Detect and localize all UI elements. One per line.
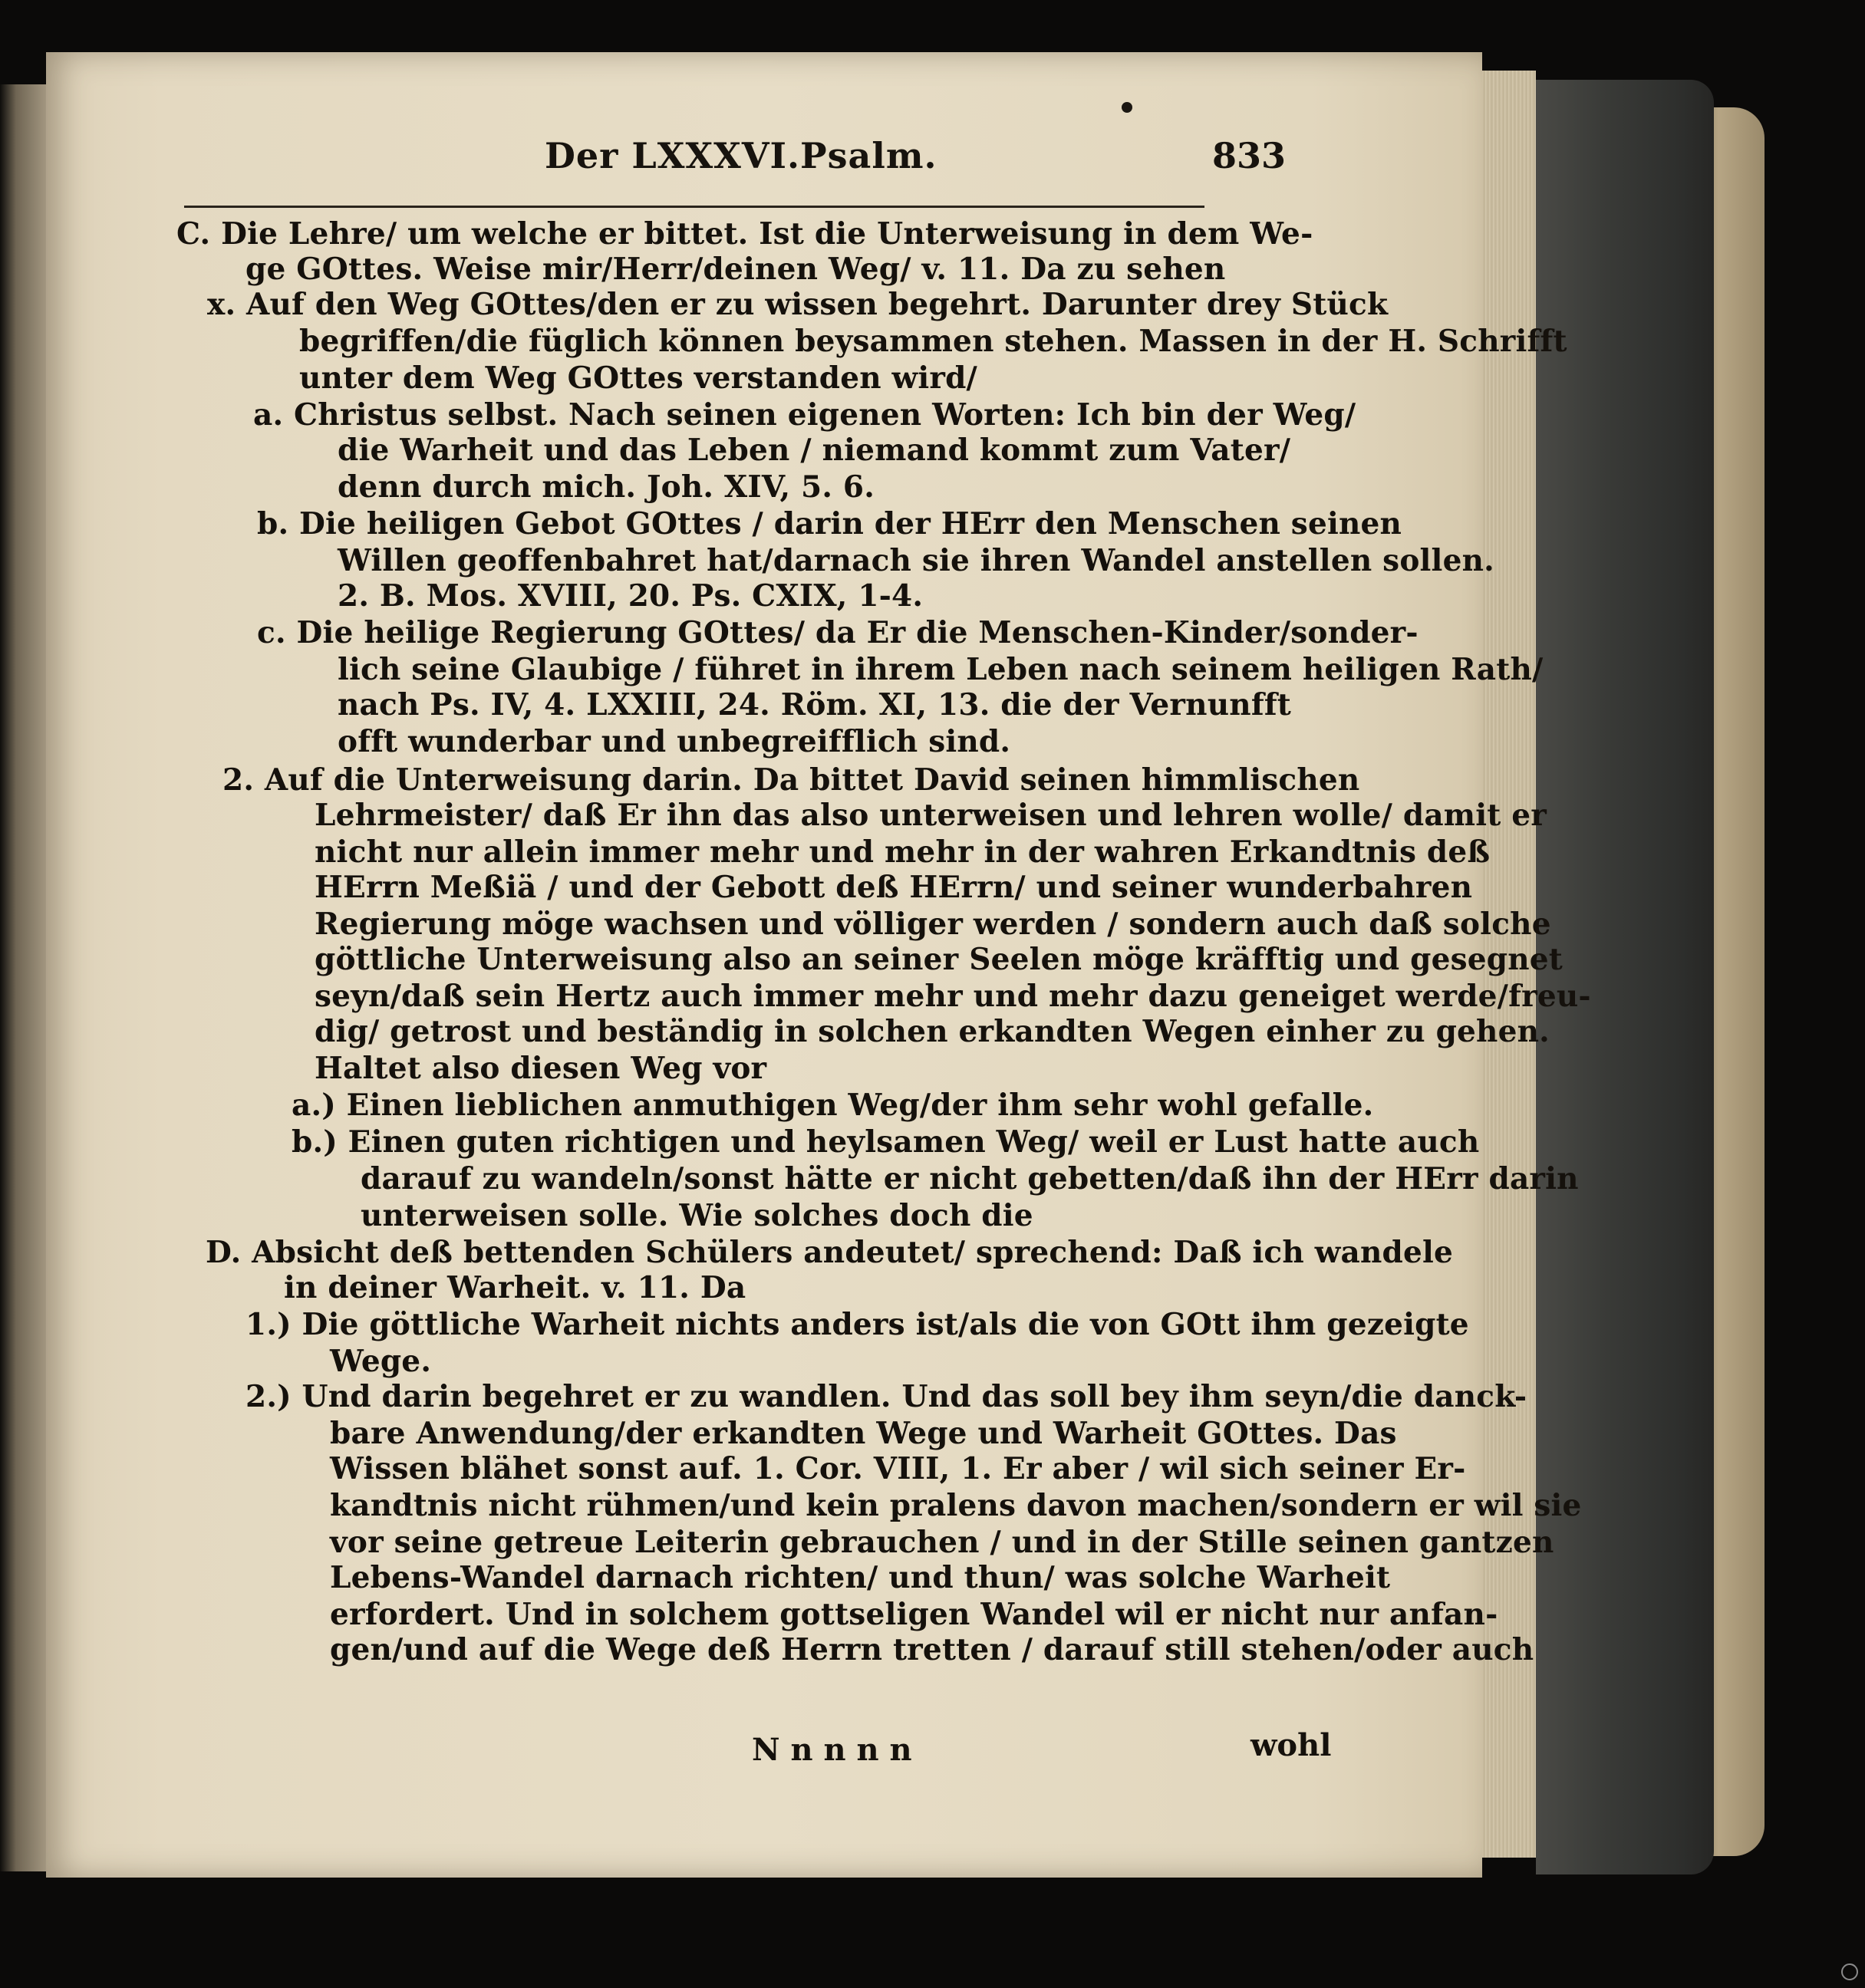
text-line: nicht nur allein immer mehr und mehr in der wahren Erkandtnis deß — [315, 834, 1491, 870]
text-line: unter dem Weg GOttes verstanden wird/ — [299, 360, 978, 396]
text-line: Regierung möge wachsen und völliger werden / sondern auch daß solche — [315, 907, 1551, 942]
text-line: vor seine getreue Leiterin gebrauchen / und in der Stille seinen gantzen — [330, 1525, 1554, 1560]
signature-mark: N n n n n — [752, 1732, 912, 1768]
text-line: Haltet also diesen Weg vor — [315, 1051, 767, 1086]
text-line: b. Die heiligen Gebot GOttes / darin der HErr den Menschen seinen — [257, 506, 1402, 541]
text-line: göttliche Unterweisung also an seiner Seelen möge kräfftig und gesegnet — [315, 942, 1564, 977]
ink-dot — [1122, 102, 1132, 113]
text-line: denn durch mich. Joh. XIV, 5. 6. — [338, 469, 875, 505]
text-line: begriffen/die füglich können beysammen stehen. Massen in der H. Schrifft — [299, 324, 1567, 359]
text-line: kandtnis nicht rühmen/und kein pralens davon machen/sondern er wil sie — [330, 1488, 1582, 1523]
text-line: seyn/daß sein Hertz auch immer mehr und mehr dazu geneiget werde/freu- — [315, 979, 1591, 1014]
text-line: erfordert. Und in solchem gottseligen Wandel wil er nicht nur anfan- — [330, 1597, 1498, 1632]
text-line: offt wunderbar und unbegreifflich sind. — [338, 724, 1011, 759]
page-number: 833 — [1212, 135, 1287, 176]
text-line: 2.) Und darin begehret er zu wandlen. Und das soll bey ihm seyn/die danck- — [245, 1379, 1527, 1414]
text-line: HErrn Meßiä / und der Gebott deß HErrn/ und seiner wunderbahren — [315, 870, 1473, 905]
text-line: c. Die heilige Regierung GOttes/ da Er die Menschen-Kinder/sonder- — [257, 615, 1419, 650]
text-line: Wissen blähet sonst auf. 1. Cor. VIII, 1. Er aber / wil sich seiner Er- — [330, 1451, 1466, 1486]
text-line: C. Die Lehre/ um welche er bittet. Ist die Unterweisung in dem We- — [176, 216, 1313, 252]
text-line: nach Ps. IV, 4. LXXIII, 24. Röm. XI, 13. die der Vernunfft — [338, 687, 1292, 722]
text-line: Lehrmeister/ daß Er ihn das also unterweisen und lehren wolle/ damit er — [315, 798, 1547, 833]
text-line: 2. Auf die Unterweisung darin. Da bittet David seinen himmlischen — [222, 762, 1360, 798]
text-line: a. Christus selbst. Nach seinen eigenen Worten: Ich bin der Weg/ — [253, 397, 1356, 433]
text-line: 1.) Die göttliche Warheit nichts anders ist/als die von GOtt ihm gezeigte — [245, 1307, 1469, 1342]
text-line: x. Auf den Weg GOttes/den er zu wissen begehrt. Darunter drey Stück — [207, 287, 1389, 322]
catchword: wohl — [1250, 1727, 1332, 1763]
text-line: Willen geoffenbahret hat/darnach sie ihren Wandel anstellen sollen. — [338, 543, 1494, 578]
text-line: Wege. — [330, 1344, 432, 1379]
text-line: in deiner Warheit. v. 11. Da — [284, 1270, 746, 1305]
calibration-target — [1841, 1963, 1858, 1980]
text-line: lich seine Glaubige / führet in ihrem Leben nach seinem heiligen Rath/ — [338, 652, 1544, 687]
header-rule — [184, 206, 1204, 208]
text-line: 2. B. Mos. XVIII, 20. Ps. CXIX, 1-4. — [338, 578, 924, 614]
running-head: Der LXXXVI.Psalm. — [545, 135, 937, 176]
text-line: bare Anwendung/der erkandten Wege und Warheit GOttes. Das — [330, 1416, 1397, 1451]
text-line: dig/ getrost und beständig in solchen erkandten Wegen einher zu gehen. — [315, 1014, 1550, 1049]
text-line: gen/und auf die Wege deß Herrn tretten / darauf still stehen/oder auch — [330, 1632, 1534, 1667]
page-header — [184, 135, 1289, 196]
text-line: ge GOttes. Weise mir/Herr/deinen Weg/ v. 11. Da zu sehen — [245, 252, 1226, 287]
text-line: darauf zu wandeln/sonst hätte er nicht gebetten/daß ihn der HErr darin — [361, 1161, 1579, 1196]
previous-page-edge — [0, 84, 46, 1871]
text-line: b.) Einen guten richtigen und heylsamen Weg/ weil er Lust hatte auch — [292, 1124, 1480, 1160]
text-line: unterweisen solle. Wie solches doch die — [361, 1198, 1033, 1233]
text-line: die Warheit und das Leben / niemand kommt zum Vater/ — [338, 433, 1291, 468]
text-line: D. Absicht deß bettenden Schülers andeutet/ sprechend: Daß ich wandele — [206, 1235, 1454, 1270]
text-line: Lebens-Wandel darnach richten/ und thun/ was solche Warheit — [330, 1560, 1391, 1595]
text-line: a.) Einen lieblichen anmuthigen Weg/der ihm sehr wohl gefalle. — [292, 1088, 1374, 1123]
